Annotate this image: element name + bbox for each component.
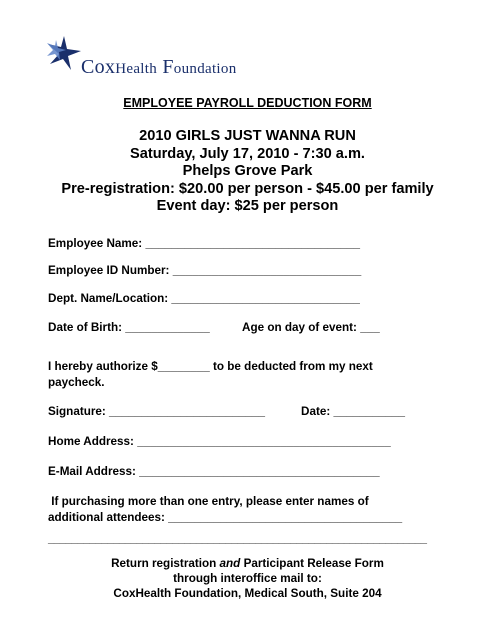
logo-wordmark: CoxHealth Foundation — [81, 56, 237, 78]
date-of-birth-field[interactable]: Date of Birth: _____________ — [48, 321, 210, 334]
event-name: 2010 GIRLS JUST WANNA RUN — [139, 128, 356, 144]
event-details — [0, 128, 495, 216]
employee-id-field[interactable]: Employee ID Number: _____________________________ — [48, 264, 362, 277]
return-line-2: through interoffice mail to: — [173, 572, 322, 585]
additional-attendees-field[interactable]: If purchasing more than one entry, please enter names of additional attendees: ____________________________________ — [48, 495, 403, 524]
date-field[interactable]: Date: ___________ — [301, 405, 405, 418]
employee-name-field[interactable]: Employee Name: _________________________________ — [48, 237, 360, 250]
event-day-price: Event day: $25 per person — [156, 198, 339, 214]
return-line-1: Return registration and Participant Release Form — [111, 557, 384, 570]
home-address-field[interactable]: Home Address: _______________________________________ — [48, 435, 391, 448]
age-field[interactable]: Age on day of event: ___ — [242, 321, 380, 334]
return-line-3: CoxHealth Foundation, Medical South, Suite 204 — [113, 587, 382, 600]
email-address-field[interactable]: E-Mail Address: _____________________________________ — [48, 465, 380, 478]
signature-field[interactable]: Signature: ________________________ — [48, 405, 266, 418]
star-icon — [44, 34, 84, 74]
event-date: Saturday, July 17, 2010 - 7:30 a.m. — [130, 145, 365, 162]
dept-location-field[interactable]: Dept. Name/Location: _____________________________ — [48, 292, 360, 305]
preregistration-price: Pre-registration: $20.00 per person - $45.00 per family — [61, 180, 434, 197]
form-title: EMPLOYEE PAYROLL DEDUCTION FORM — [123, 96, 372, 110]
return-instructions — [0, 556, 495, 601]
coxhealth-foundation-logo — [44, 34, 304, 84]
additional-attendees-line[interactable]: ________________________________________________________________ — [48, 533, 427, 545]
authorization-statement[interactable]: I hereby authorize $________ to be deducted from my next paycheck. — [48, 360, 373, 389]
event-location: Phelps Grove Park — [182, 163, 313, 179]
